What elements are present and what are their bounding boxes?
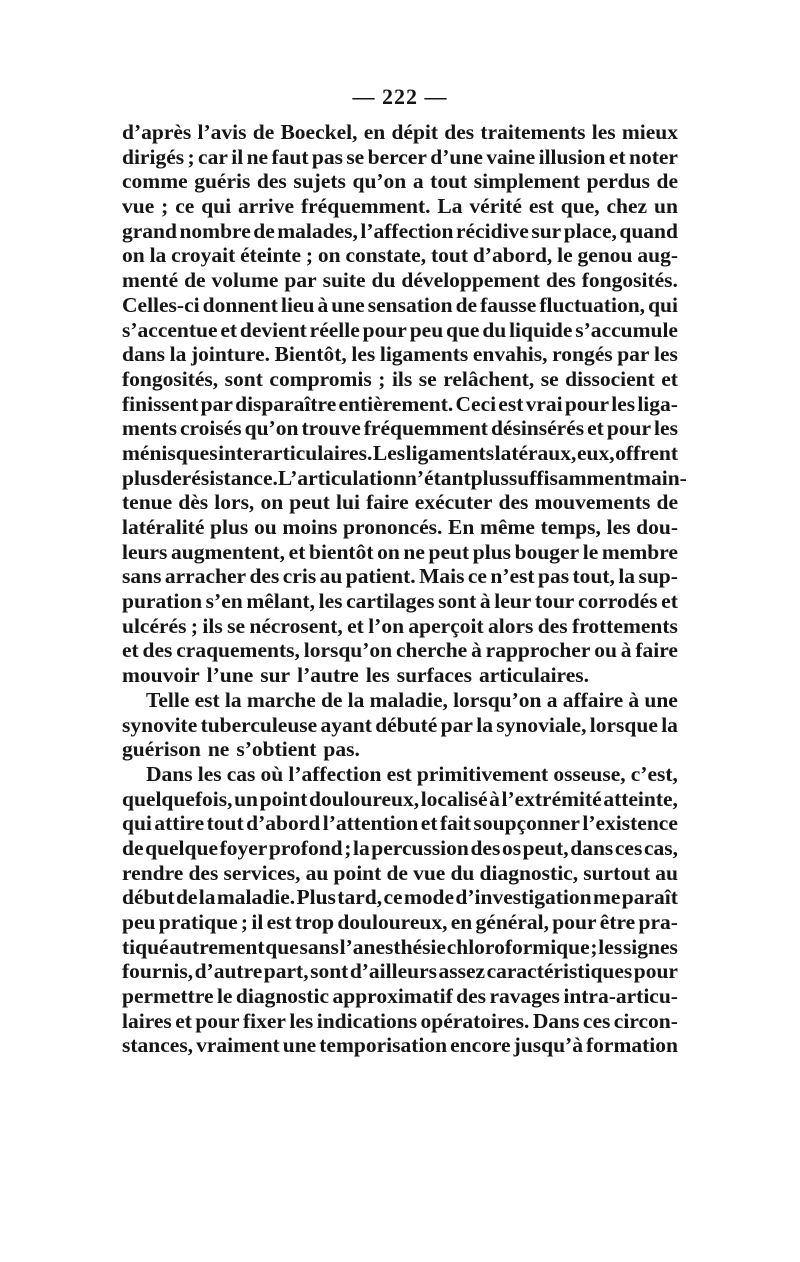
text-line: d’après l’avis de Boeckel, en dépit des traitements les mieux: [122, 120, 678, 144]
text-line: fournis, d’autre part, sont d’ailleurs assez caractéristiques pour: [122, 959, 678, 984]
text-line: laires et pour fixer les indications opératoires. Dans ces circon-: [122, 1008, 678, 1033]
text-line: rendre des services, au point de vue du diagnostic, surtout au: [122, 860, 678, 885]
text-line: Dans les cas où l’affection est primitivement osseuse, c’est,: [146, 761, 678, 786]
text-line: dans la jointure. Bientôt, les ligaments envahis, rongés par les: [122, 342, 678, 367]
body-text: [122, 120, 687, 1058]
text-line: tenue dès lors, on peut lui faire exécuter des mouvements de: [122, 490, 678, 515]
text-line: stances, vraiment une temporisation encore jusqu’à formation: [122, 1033, 678, 1058]
text-line: mouvoir l’une sur l’autre les surfaces articulaires.: [122, 663, 589, 688]
page-number: — 222 —: [352, 84, 448, 109]
text-line: fongosités, sont compromis ; ils se relâchent, se dissocient et: [122, 366, 678, 391]
text-line: plus de résistance. L’articulation n’étant plus suffisamment main-: [122, 465, 687, 490]
text-line: grand nombre de malades, l’affection récidive sur place, quand: [122, 218, 678, 243]
text-line: tiqué autrement que sans l’anesthésie chloroformique ; les signes: [122, 934, 678, 959]
text-line: menté de volume par suite du développement des fongosités.: [122, 268, 678, 293]
text-line: latéralité plus ou moins prononcés. En même temps, les dou-: [122, 515, 678, 539]
text-line: finissent par disparaître entièrement. Ceci est vrai pour les liga-: [122, 391, 678, 416]
text-line: Telle est la marche de la maladie, lorsqu’on a affaire à une: [146, 687, 678, 712]
text-line: puration s’en mêlant, les cartilages sont à leur tour corrodés et: [122, 589, 678, 614]
text-line: s’accentue et devient réelle pour peu que du liquide s’accumule: [122, 317, 678, 342]
text-line: ments croisés qu’on trouve fréquemment désinsérés et pour les: [122, 416, 678, 441]
text-line: dirigés ; car il ne faut pas se bercer d’une vaine illusion et noter: [122, 144, 678, 169]
text-line: permettre le diagnostic approximatif des ravages intra-articu-: [122, 984, 678, 1009]
text-line: et des craquements, lorsqu’on cherche à rapprocher ou à faire: [122, 638, 678, 663]
text-line: Celles-ci donnent lieu à une sensation de fausse fluctuation, qui: [122, 292, 678, 317]
text-line: ménisques interarticulaires. Les ligaments latéraux, eux, offrent: [122, 440, 678, 465]
text-line: ulcérés ; ils se nécrosent, et l’on aperçoit alors des frottements: [122, 613, 678, 638]
text-line: peu pratique ; il est trop douloureux, en général, pour être pra-: [122, 910, 678, 934]
text-line: comme guéris des sujets qu’on a tout simplement perdus de: [122, 169, 678, 194]
text-line: vue ; ce qui arrive fréquemment. La vérité est que, chez un: [122, 194, 678, 219]
text-line: qui attire tout d’abord l’attention et fait soupçonner l’existence: [122, 811, 678, 836]
text-line: début de la maladie. Plus tard, ce mode d’investigation me paraît: [122, 885, 678, 910]
text-line: quelquefois, un point douloureux, localisé à l’extrémité atteinte,: [122, 786, 678, 811]
text-line: leurs augmentent, et bientôt on ne peut plus bouger le membre: [122, 539, 678, 564]
text-line: de quelque foyer profond ; la percussion des os peut, dans ces cas,: [122, 835, 678, 860]
text-line: guérison ne s’obtient pas.: [122, 737, 360, 762]
text-line: on la croyait éteinte ; on constate, tout d’abord, le genou aug-: [122, 243, 678, 268]
text-line: sans arracher des cris au patient. Mais ce n’est pas tout, la sup-: [122, 564, 678, 589]
text-line: synovite tuberculeuse ayant débuté par la synoviale, lorsque la: [122, 712, 678, 737]
